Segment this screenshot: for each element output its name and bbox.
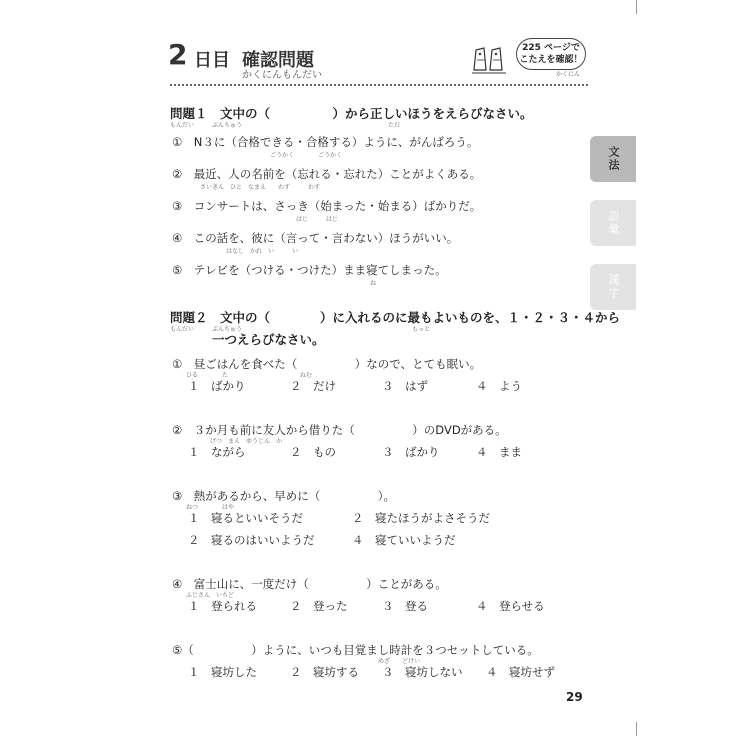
- s2-q2-ruby: げつ まえ ゆうじん か: [210, 438, 283, 445]
- tab-vocabulary-label: 語彙: [607, 210, 620, 236]
- header-divider: [170, 84, 588, 86]
- s1-item-1-ruby: ごうかく ごうかく: [270, 152, 343, 159]
- s2-q1-choice-3[interactable]: ３ はず: [382, 379, 428, 393]
- section1-ruby-tadashii: ただ: [388, 122, 401, 129]
- tab-kanji-label: 漢字: [607, 274, 620, 300]
- s1-item-5-ruby: ね: [370, 280, 377, 287]
- day-number: 2: [168, 38, 188, 71]
- s1-item-1: ① N３に（合格できる・合格する）ように、がんばろう。: [172, 135, 479, 149]
- s2-q1-ruby: ひる た ねむ: [186, 372, 313, 379]
- answer-note-line2: こたえを確認！: [519, 55, 583, 65]
- section2-ruby-bunchu: ぶんちゅう: [212, 326, 243, 333]
- tab-grammar[interactable]: [590, 136, 636, 182]
- section2-ruby-mondai: もんだい: [170, 326, 195, 333]
- s1-item-3: ③ コンサートは、さっき（始まった・始まる）ばかりだ。: [172, 199, 482, 213]
- s1-item-5: ⑤ テレビを（つける・つけた）まま寝てしまった。: [172, 263, 447, 277]
- page-title-reading: かくにんもんだい: [242, 70, 322, 81]
- answer-note-ruby: かくにん: [556, 71, 581, 78]
- s2-q4-choice-3[interactable]: ３ 登る: [382, 599, 428, 613]
- s2-q3-choice-4[interactable]: ４ 寝ていいようだ: [352, 533, 456, 547]
- section2-title-line2: 一つえらびなさい。: [212, 332, 325, 347]
- s1-item-4-ruby: はなし かれ い い: [226, 248, 299, 255]
- section2-title-line1: 問題２ 文中の（ ）に入れるのに最もよいものを、１・２・３・４から: [170, 310, 621, 325]
- s2-q2-choice-4[interactable]: ４ まま: [476, 445, 522, 459]
- s2-q3-choice-1[interactable]: １ 寝るといいそうだ: [188, 511, 303, 525]
- tab-vocabulary[interactable]: [590, 200, 636, 246]
- s2-q3-choice-2[interactable]: ２ 寝たほうがよさそうだ: [352, 511, 490, 525]
- sneakers-icon: [470, 40, 518, 76]
- s2-q5-choice-1[interactable]: １ 寝坊した: [188, 665, 257, 679]
- s2-q4-choice-4[interactable]: ４ 登らせる: [476, 599, 545, 613]
- s2-q5-stem: ⑤（ ）ように、いつも目覚まし時計を３つセットしている。: [172, 643, 539, 657]
- s2-q3-choice-3[interactable]: ２ 寝るのはいいようだ: [188, 533, 315, 547]
- s2-q3-stem: ③ 熱があるから、早めに（ ）。: [172, 489, 396, 503]
- section2-ruby-mottomo: もっと: [412, 326, 431, 333]
- s2-q5-ruby: めざ どけい: [378, 658, 421, 665]
- s2-q4-choice-2[interactable]: ２ 登った: [290, 599, 348, 613]
- s2-q4-stem: ④ 富士山に、一度だけ（ ）ことがある。: [172, 577, 447, 591]
- s2-q5-choice-2[interactable]: ２ 寝坊する: [290, 665, 359, 679]
- s1-item-2-ruby: さいきん ひと なまえ わす わす: [200, 184, 321, 191]
- section1-ruby-bunchu: ぶんちゅう: [212, 122, 243, 129]
- s2-q5-choice-3[interactable]: ３ 寝坊しない: [382, 665, 463, 679]
- s2-q4-ruby: ふじさん いちど: [186, 592, 235, 599]
- s2-q3-ruby: ねつ はや: [186, 504, 235, 511]
- s2-q2-choice-1[interactable]: １ ながら: [188, 445, 246, 459]
- s2-q2-stem: ② ３か月も前に友人から借りた（ ）のDVDがある。: [172, 423, 507, 437]
- s2-q2-choice-3[interactable]: ３ ばかり: [382, 445, 440, 459]
- tab-grammar-label: 文法: [607, 146, 620, 172]
- s2-q4-choice-1[interactable]: １ 登られる: [188, 599, 257, 613]
- s1-item-3-ruby: はじ はじ: [296, 216, 339, 223]
- s1-item-4: ④ この話を、彼に（言って・言わない）ほうがいい。: [172, 231, 459, 245]
- day-label: 日目: [194, 50, 230, 71]
- s2-q2-choice-2[interactable]: ２ もの: [290, 445, 336, 459]
- tab-kanji[interactable]: [590, 264, 636, 310]
- answer-note-line1: 225 ページで: [522, 43, 580, 53]
- crop-mark-bottom: [636, 722, 637, 736]
- answer-note-bubble: [516, 38, 586, 70]
- s2-q5-choice-4[interactable]: ４ 寝坊せず: [486, 665, 555, 679]
- page-number: 29: [566, 690, 583, 704]
- section1-title: 問題１ 文中の（ ）から正しいほうをえらびなさい。: [170, 106, 533, 121]
- crop-mark-top: [636, 0, 637, 14]
- section1-ruby-mondai: もんだい: [170, 122, 195, 129]
- s1-item-2: ② 最近、人の名前を（忘れる・忘れた）ことがよくある。: [172, 167, 482, 181]
- s2-q1-stem: ① 昼ごはんを食べた（ ）なので、とても眠い。: [172, 357, 482, 371]
- s2-q1-choice-2[interactable]: ２ だけ: [290, 379, 336, 393]
- s2-q1-choice-4[interactable]: ４ よう: [476, 379, 522, 393]
- s2-q1-choice-1[interactable]: １ ばかり: [188, 379, 246, 393]
- page-title: 確認問題: [242, 50, 314, 71]
